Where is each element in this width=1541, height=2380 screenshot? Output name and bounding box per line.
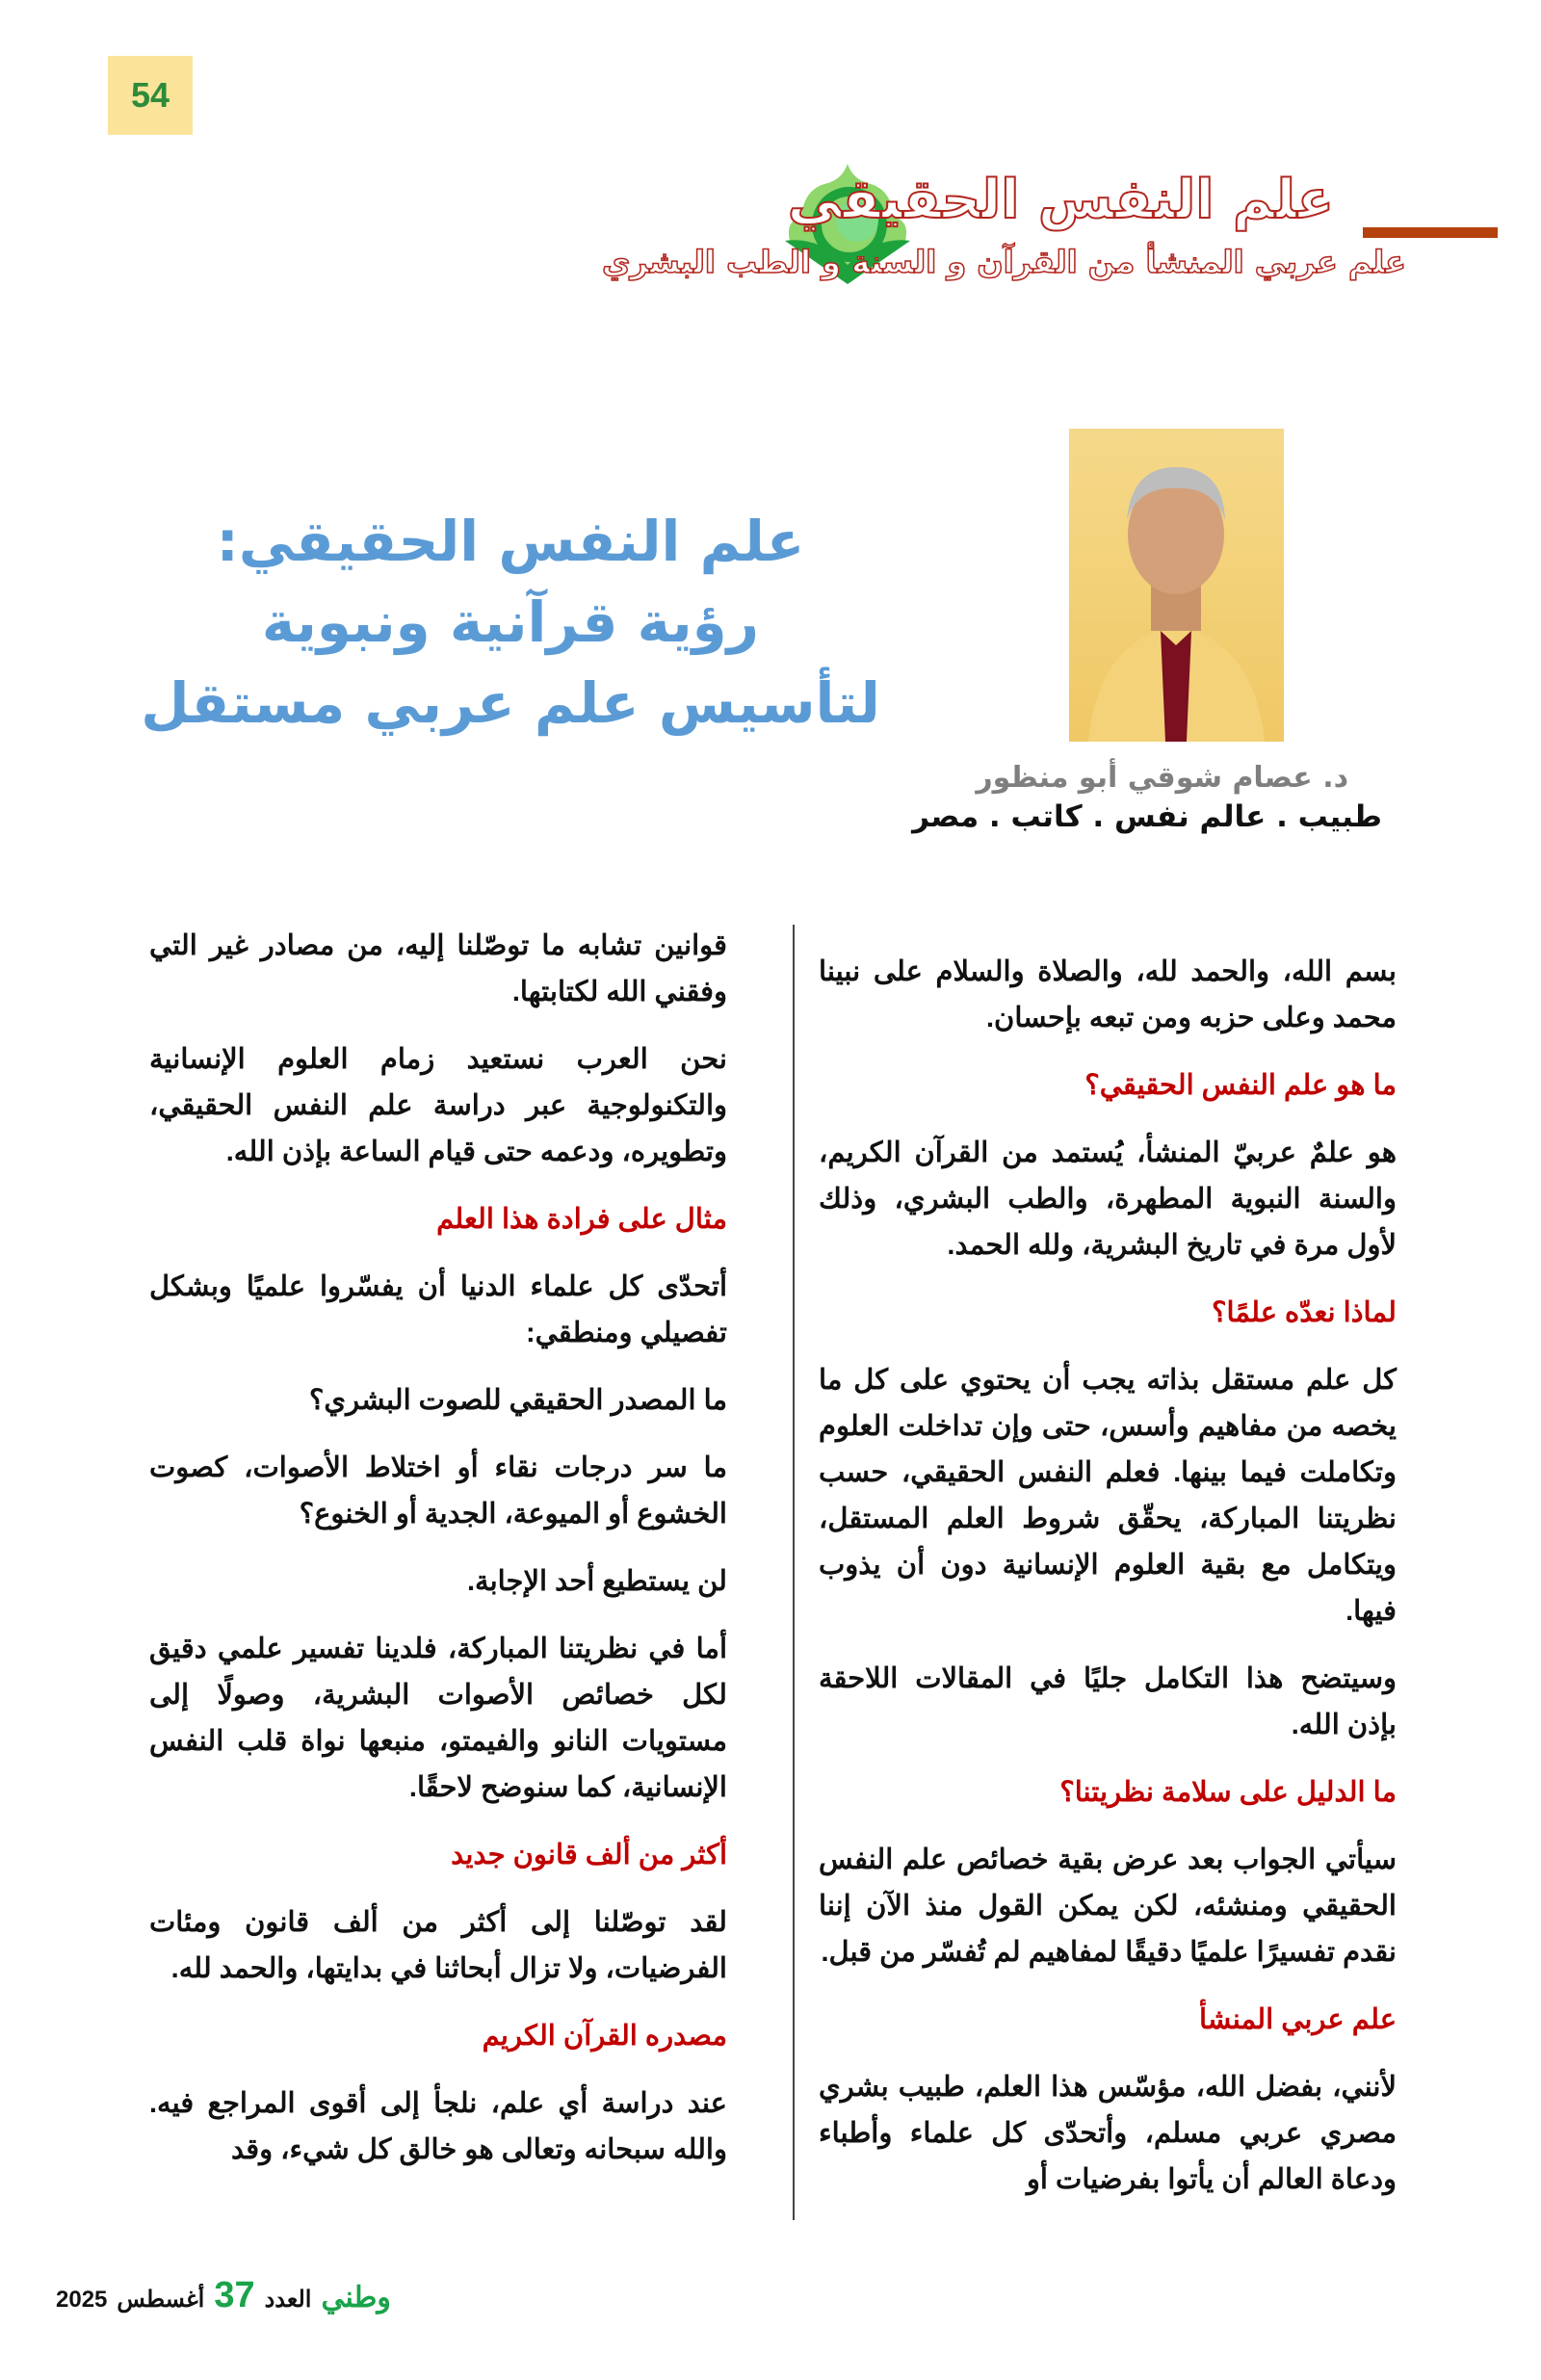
footer	[56, 2275, 391, 2316]
title-line: علم النفس الحقيقي:	[216, 509, 805, 574]
issue-month: أغسطس	[117, 2287, 205, 2313]
section-heading: لماذا نعدّه علمًا؟	[1212, 1297, 1397, 1328]
paragraph: هو علمٌ عربيّ المنشأ، يُستمد من القرآن الكريم، والسنة النبوية المطهرة، والطب البشري، وذلك لأول مرة في تاريخ البشرية، ولله الحمد.	[819, 1138, 1397, 1261]
paragraph: لن يستطيع أحد الإجابة.	[467, 1566, 727, 1597]
paragraph: قوانين تشابه ما توصّلنا إليه، من مصادر غير التي وفقني الله لكتابتها.	[149, 930, 727, 1007]
paragraph: سيأتي الجواب بعد عرض بقية خصائص علم النفس الحقيقي ومنشئه، لكن يمكن القول منذ الآن إننا نقدم تفسيرًا علميًا دقيقًا لمفاهيم لم تُفسّر من قبل.	[819, 1844, 1397, 1968]
paragraph: لأنني، بفضل الله، مؤسّس هذا العلم، طبيب بشري مصري عربي مسلم، وأتحدّى كل علماء وأطباء ودعاة العالم أن يأتوا بفرضيات أو	[819, 2072, 1397, 2195]
section-heading: مصدره القرآن الكريم	[482, 2021, 727, 2052]
section-heading: مثال على فرادة هذا العلم	[436, 1204, 727, 1235]
title-line: لتأسيس علم عربي مستقل	[141, 670, 880, 736]
article-title	[96, 501, 925, 744]
section-heading: ما هو علم النفس الحقيقي؟	[1084, 1070, 1397, 1101]
page-number: 54	[108, 56, 193, 135]
logo-subtitle: علم عربي المنشأ من القرآن و السنة و الطب البشري	[602, 244, 1406, 280]
author-photo	[1069, 429, 1284, 742]
paragraph: ما سر درجات نقاء أو اختلاط الأصوات، كصوت الخشوع أو الميوعة، الجدية أو الخنوع؟	[149, 1452, 727, 1530]
section-heading: علم عربي المنشأ	[1199, 2004, 1397, 2035]
paragraph: نحن العرب نستعيد زمام العلوم الإنسانية والتكنولوجية عبر دراسة علم النفس الحقيقي، وتطويره، ودعمه حتى قيام الساعة بإذن الله.	[149, 1044, 727, 1167]
paragraph: بسم الله، والحمد لله، والصلاة والسلام على نبينا محمد وعلى حزبه ومن تبعه بإحسان.	[819, 956, 1397, 1033]
issue-label: العدد	[264, 2287, 312, 2313]
section-heading: ما الدليل على سلامة نظريتنا؟	[1059, 1777, 1397, 1808]
paragraph: أتحدّى كل علماء الدنيا أن يفسّروا علميًا وبشكل تفصيلي ومنطقي:	[149, 1271, 727, 1348]
paragraph: ما المصدر الحقيقي للصوت البشري؟	[309, 1385, 727, 1416]
magazine-brand: وطني	[321, 2282, 391, 2314]
paragraph: وسيتضح هذا التكامل جليًا في المقالات اللاحقة بإذن الله.	[819, 1663, 1397, 1740]
paragraph: عند دراسة أي علم، نلجأ إلى أقوى المراجع فيه. والله سبحانه وتعالى هو خالق كل شيء، وقد	[149, 2088, 727, 2165]
right-column	[819, 949, 1397, 2224]
paragraph: لقد توصّلنا إلى أكثر من ألف قانون ومئات الفرضيات، ولا تزال أبحاثنا في بدايتها، والحمد لله.	[149, 1907, 727, 1984]
author-name: د. عصام شوقي أبو منظور	[976, 761, 1348, 795]
title-line: رؤية قرآنية ونبوية	[261, 589, 760, 655]
paragraph: أما في نظريتنا المباركة، فلدينا تفسير علمي دقيق لكل خصائص الأصوات البشرية، وصولًا إلى مستويات النانو والفيمتو، منبعها نواة قلب النفس الإنسانية، كما سنوضح لاحقًا.	[149, 1634, 727, 1803]
column-divider	[793, 925, 795, 2220]
paragraph: كل علم مستقل بذاته يجب أن يحتوي على كل ما يخصه من مفاهيم وأسس، حتى وإن تداخلت العلوم وتكاملت فيما بينها. فعلم النفس الحقيقي، حسب نظريتنا المباركة، يحقّق شروط العلم المستقل، ويتكامل مع بقية العلوم الإنسانية دون أن يذوب فيها.	[819, 1365, 1397, 1627]
issue-year: 2025	[56, 2287, 108, 2313]
section-heading: أكثر من ألف قانون جديد	[451, 1840, 727, 1870]
header-accent-bar	[1363, 227, 1498, 238]
author-roles: طبيب . عالم نفس . كاتب . مصر	[912, 799, 1382, 834]
issue-number: 37	[214, 2275, 255, 2315]
left-column	[149, 923, 727, 2194]
section-logo	[602, 159, 1416, 294]
logo-title: علم النفس الحقيقي	[787, 169, 1334, 231]
